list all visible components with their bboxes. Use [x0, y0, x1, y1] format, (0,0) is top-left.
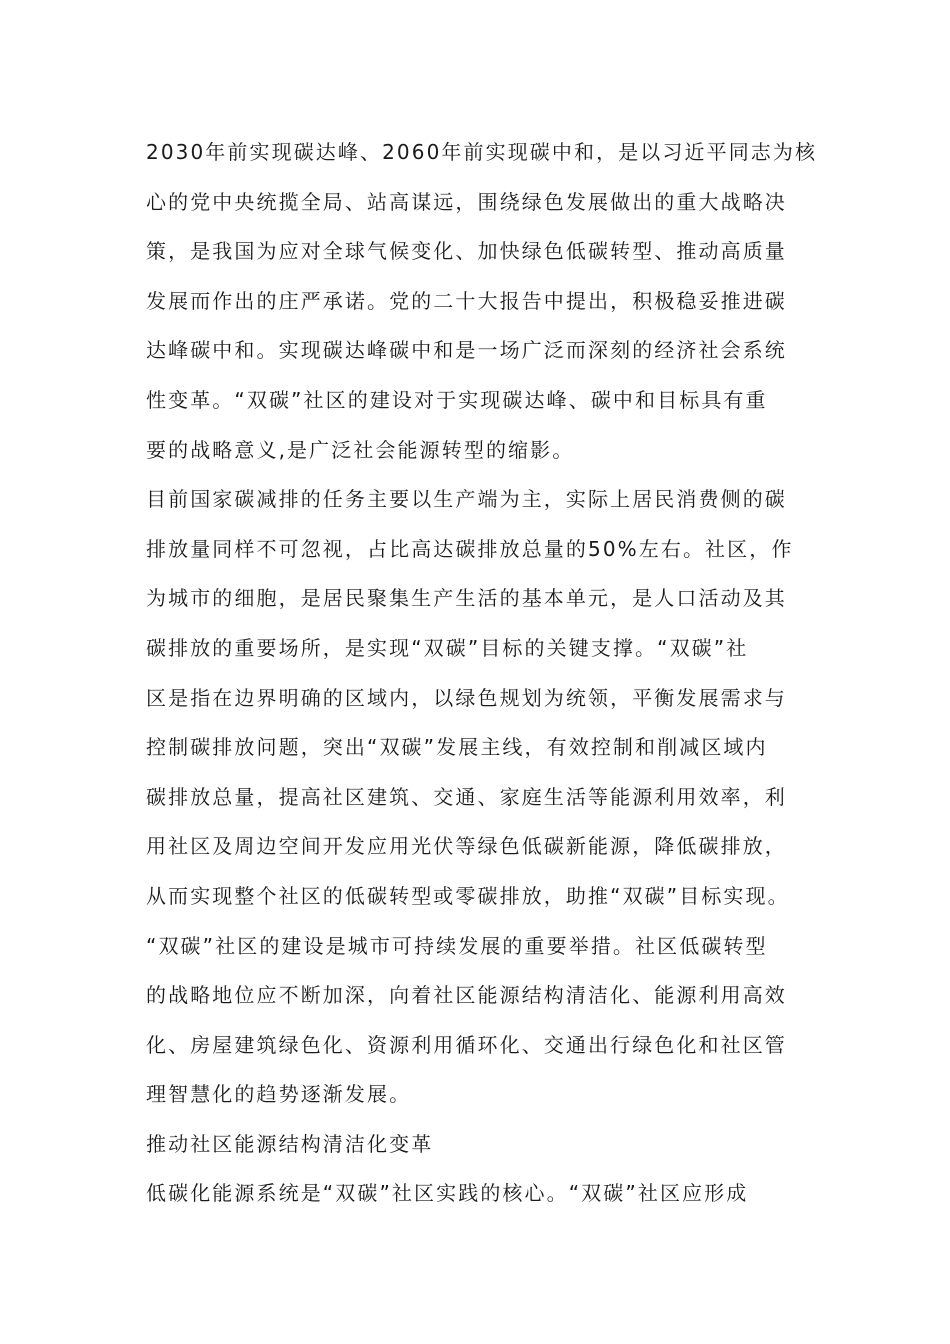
- text-line: 排放量同样不可忽视，占比高达碳排放总量的50%左右。社区，作: [146, 536, 794, 561]
- text-line: 化、房屋建筑绿色化、资源利用循环化、交通出行绿色化和社区管: [146, 1032, 787, 1057]
- text-line: “双碳”社区的建设是城市可持续发展的重要举措。社区低碳转型: [146, 933, 768, 958]
- text-line: 性变革。“双碳”社区的建设对于实现碳达峰、碳中和目标具有重: [146, 387, 768, 412]
- section-heading: 推动社区能源结构清洁化变革: [146, 1131, 434, 1156]
- text-line: 控制碳排放问题，突出“双碳”发展主线，有效控制和削减区域内: [146, 735, 768, 760]
- text-line: 发展而作出的庄严承诺。党的二十大报告中提出，积极稳妥推进碳: [146, 288, 787, 313]
- text-line: 目前国家碳减排的任务主要以生产端为主，实际上居民消费侧的碳: [146, 487, 787, 512]
- document-body: [146, 128, 826, 1219]
- text-line: 达峰碳中和。实现碳达峰碳中和是一场广泛而深刻的经济社会系统: [146, 338, 787, 363]
- text-line: 的战略地位应不断加深，向着社区能源结构清洁化、能源利用高效: [146, 983, 787, 1008]
- text-line: 区是指在边界明确的区域内，以绿色规划为统领，平衡发展需求与: [146, 685, 787, 710]
- text-line: 用社区及周边空间开发应用光伏等绿色低碳新能源，降低碳排放，: [146, 834, 787, 859]
- text-line: 碳排放总量，提高社区建筑、交通、家庭生活等能源利用效率，利: [146, 784, 787, 809]
- text-line: 心的党中央统揽全局、站高谋远，围绕绿色发展做出的重大战略决: [146, 189, 787, 214]
- text-line: 低碳化能源系统是“双碳”社区实践的核心。“双碳”社区应形成: [146, 1181, 749, 1206]
- text-line: 碳排放的重要场所，是实现“双碳”目标的关键支撑。“双碳”社: [146, 635, 749, 660]
- text-line: 为城市的细胞，是居民聚集生产生活的基本单元，是人口活动及其: [146, 586, 787, 611]
- text-line: 理智慧化的趋势逐渐发展。: [146, 1082, 412, 1107]
- text-line: 要的战略意义,是广泛社会能源转型的缩影。: [146, 437, 575, 462]
- text-line: 从而实现整个社区的低碳转型或零碳排放，助推“双碳”目标实现。: [146, 883, 790, 908]
- text-line: 2030年前实现碳达峰、2060年前实现碳中和，是以习近平同志为核: [146, 140, 818, 164]
- text-line: 策，是我国为应对全球气候变化、加快绿色低碳转型、推动高质量: [146, 239, 787, 264]
